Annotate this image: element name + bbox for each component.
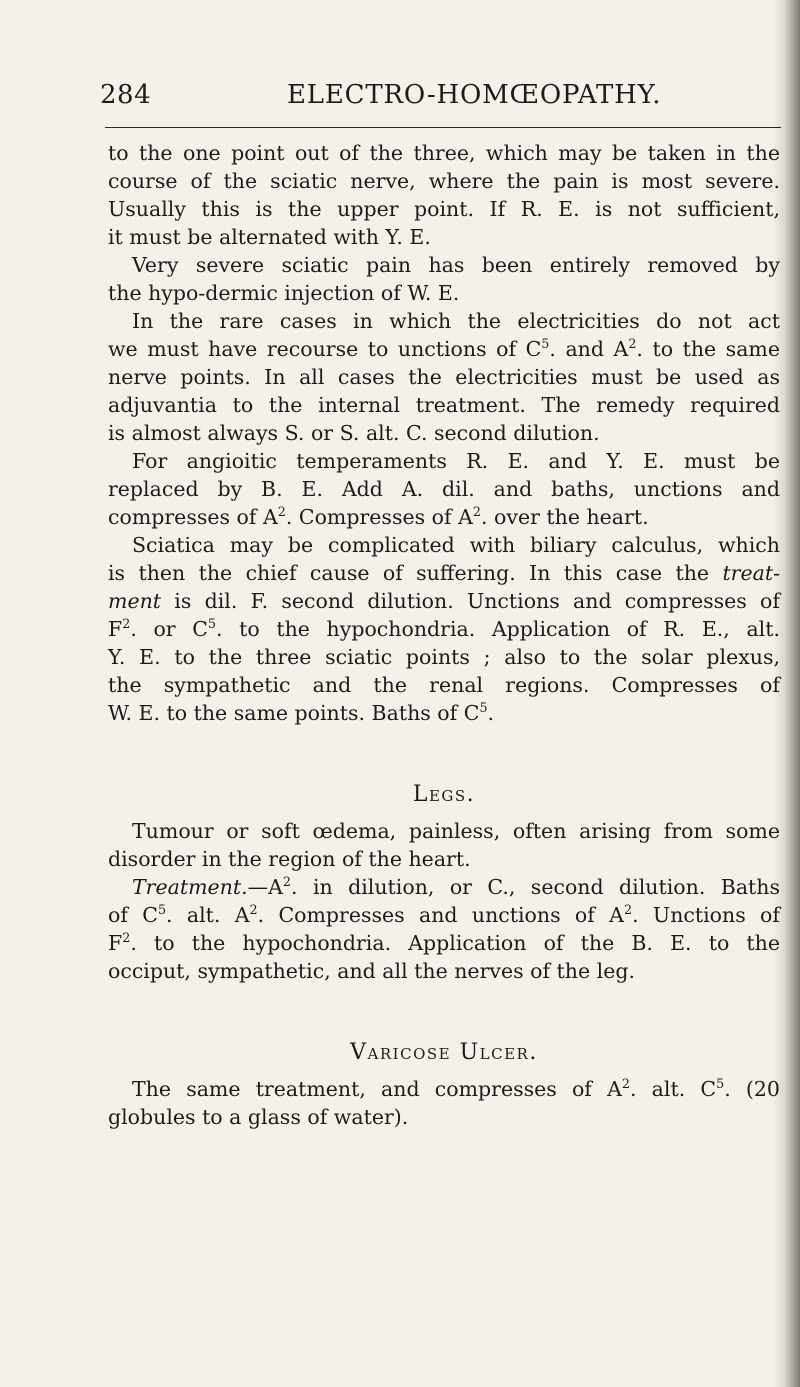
text-line: $F^2$. or $C^5$. to the hypochondria. Application of R. E., alt. <box>108 616 780 641</box>
text-line: compresses of $A^2$. Compresses of $A^2$. over the heart. <box>108 504 649 529</box>
text-line: In the rare cases in which the electricities do not act <box>132 309 780 333</box>
running-title: ELECTRO-HOMŒOPATHY. <box>287 80 662 110</box>
text-line: course of the sciatic nerve, where the pain is most severe. <box>108 169 780 193</box>
text-line: ment is dil. F. second dilution. Unctions and compresses of <box>108 589 780 613</box>
text-line: of $C^5$. alt. $A^2$. Compresses and unctions of $A^2$. Unctions of <box>108 902 780 927</box>
text-line: the sympathetic and the renal regions. Compresses of <box>108 673 780 697</box>
text-line: W. E. to the same points. Baths of $C^5$. <box>108 700 495 725</box>
section-heading-varicose-ulcer: Varicose Ulcer. <box>350 1040 538 1065</box>
text-line: we must have recourse to unctions of $C^5$. and $A^2$. to the same <box>108 336 780 361</box>
text-line: $Treatment.—A^2$. in dilution, or C., second dilution. Baths <box>132 874 780 899</box>
text-line: nerve points. In all cases the electricities must be used as <box>108 365 780 389</box>
text-line: adjuvantia to the internal treatment. The remedy required <box>108 393 780 417</box>
text-line: disorder in the region of the heart. <box>108 847 471 871</box>
text-line: Very severe sciatic pain has been entirely removed by <box>132 253 780 277</box>
text-line: is then the chief cause of suffering. In this case the treat- <box>108 561 780 585</box>
text-line: globules to a glass of water). <box>108 1105 409 1129</box>
header-rule <box>105 127 781 128</box>
text-line: occiput, sympathetic, and all the nerves of the leg. <box>108 959 635 983</box>
text-line: Sciatica may be complicated with biliary calculus, which <box>132 533 780 557</box>
text-line: Tumour or soft œdema, painless, often arising from some <box>132 819 780 843</box>
page-header <box>100 80 712 116</box>
text-line: to the one point out of the three, which may be taken in the <box>108 141 780 165</box>
section-heading-legs: Legs. <box>412 782 476 807</box>
text-line: is almost always S. or S. alt. C. second dilution. <box>108 421 600 445</box>
text-line: replaced by B. E. Add A. dil. and baths, unctions and <box>108 477 780 501</box>
text-line: the hypo-dermic injection of W. E. <box>108 281 460 305</box>
text-line: it must be alternated with Y. E. <box>108 225 431 249</box>
text-line: The same treatment, and compresses of $A^2$. alt. $C^5$. (20 <box>132 1076 780 1101</box>
text-line: $F^2$. to the hypochondria. Application of the B. E. to the <box>108 930 780 955</box>
text-line: Y. E. to the three sciatic points ; also to the solar plexus, <box>108 645 780 669</box>
text-line: For angioitic temperaments R. E. and Y. E. must be <box>132 449 780 473</box>
text-line: Usually this is the upper point. If R. E. is not sufficient, <box>108 197 780 221</box>
page-number: 284 <box>100 80 152 110</box>
